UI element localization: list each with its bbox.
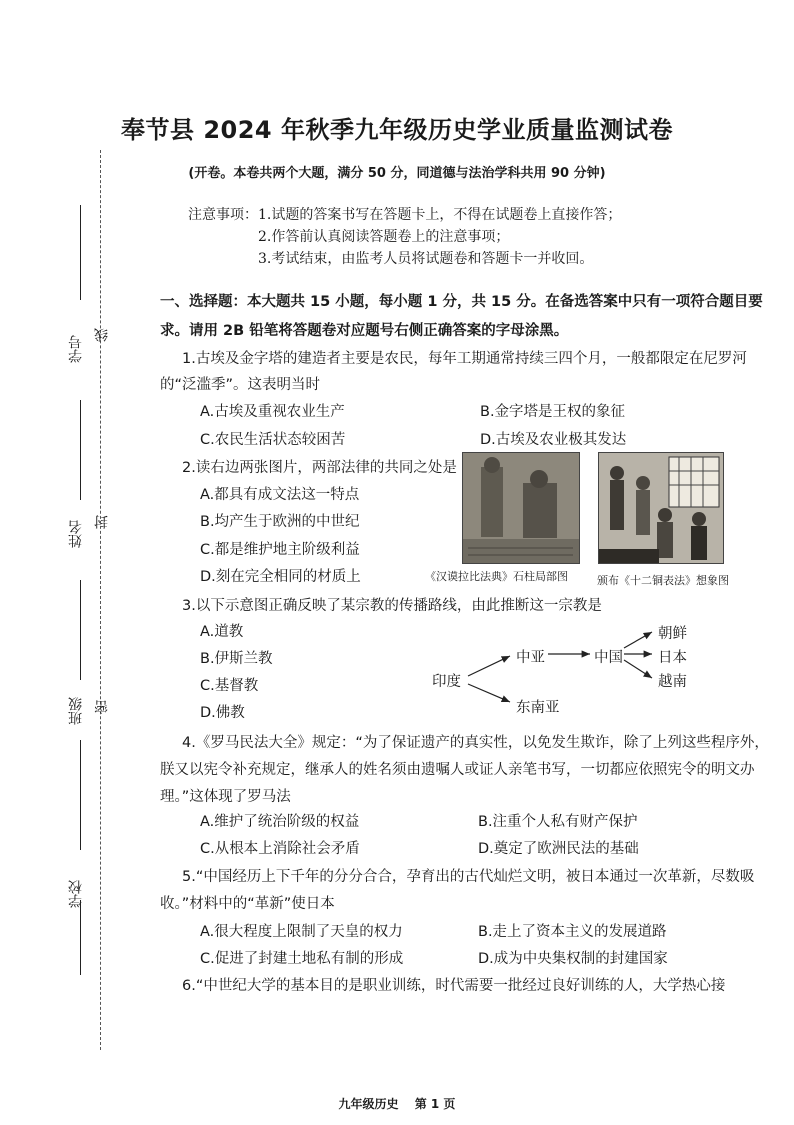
xian-label: 线 (94, 328, 110, 342)
notice-label: 注意事项： (188, 207, 258, 223)
mi-label: 密 (94, 700, 110, 714)
xuexiao-label: 学校 (68, 880, 84, 908)
page-footer: 九年级历史 第 1 页 (338, 1097, 456, 1111)
question-3-stem: 3.以下示意图正确反映了某宗教的传播路线，由此推断这一宗教是 (182, 598, 602, 614)
q3-option-d: D.佛教 (200, 705, 245, 721)
xuexiao-blank (80, 900, 81, 975)
banji-blank-2 (80, 740, 81, 850)
xuehao-label: 学号 (68, 335, 84, 363)
spread-route-diagram (430, 618, 700, 718)
exam-subtitle: (开卷。本卷共两个大题，满分 50 分，同道德与法治学科共用 90 分钟) (188, 166, 606, 181)
twelve-tables-image (598, 452, 724, 564)
q2-option-a: A.都具有成文法这一特点 (200, 487, 360, 503)
q5-option-c: C.促进了封建土地私有制的形成 (200, 951, 404, 967)
q4-option-a: A.维护了统治阶级的权益 (200, 814, 360, 830)
diagram-central-asia: 中亚 (516, 650, 545, 666)
q5-option-d: D.成为中央集权制的封建国家 (478, 951, 668, 967)
q3-option-c: C.基督教 (200, 678, 259, 694)
q4-option-b: B.注重个人私有财产保护 (478, 814, 638, 830)
diagram-vietnam: 越南 (658, 674, 687, 690)
diagram-india: 印度 (432, 674, 461, 690)
feng-label: 封 (94, 515, 110, 529)
q1-option-d: D.古埃及农业极其发达 (480, 432, 627, 448)
diagram-southeast-asia: 东南亚 (516, 700, 560, 716)
diagram-korea: 朝鲜 (658, 626, 687, 642)
binding-dashed-line (100, 150, 101, 1050)
q3-option-a: A.道教 (200, 624, 244, 640)
xingming-blank (80, 400, 81, 500)
question-1-stem: 1.古埃及金字塔的建造者主要是农民，每年工期通常持续三四个月，一般都限定在尼罗河的“泛滥季”。这表明当时 (160, 351, 747, 393)
xingming-label: 姓名 (68, 520, 84, 548)
exam-title: 奉节县 2024 年秋季九年级历史学业质量监测试卷 (120, 116, 673, 144)
banji-blank (80, 580, 81, 680)
diagram-japan: 日本 (658, 650, 687, 666)
question-4-stem: 4.《罗马民法大全》规定：“为了保证遗产的真实性，以免发生欺诈，除了上列这些程序外，朕又以宪令补充规定，继承人的姓名须由遗嘱人或证人亲笔书写，一切都应依照宪令的明文办理。”这体现了罗马法 (160, 735, 769, 805)
q5-option-a: A.很大程度上限制了天皇的权力 (200, 924, 403, 940)
twelve-tables-caption: 颁布《十二铜表法》想象图 (597, 574, 729, 587)
q2-option-d: D.刻在完全相同的材质上 (200, 569, 361, 585)
xuehao-blank (80, 205, 81, 300)
q4-option-c: C.从根本上消除社会矛盾 (200, 841, 360, 857)
question-6-stem: 6.“中世纪大学的基本目的是职业训练，时代需要一批经过良好训练的人，大学热心接 (182, 978, 726, 994)
twelve-tables-illustration (599, 453, 723, 563)
section-1-heading: 一、选择题：本大题共 15 小题，每小题 1 分，共 15 分。在备选答案中只有一项符合题目要求。请用 2B 铅笔将答题卷对应题号右侧正确答案的字母涂黑。 (160, 294, 763, 339)
hammurabi-stele-illustration (463, 453, 579, 563)
q4-option-d: D.奠定了欧洲民法的基础 (478, 841, 639, 857)
q5-option-b: B.走上了资本主义的发展道路 (478, 924, 667, 940)
q1-option-b: B.金字塔是王权的象征 (480, 404, 626, 420)
notice-item-3: 3.考试结束，由监考人员将试题卷和答题卡一并收回。 (258, 251, 594, 267)
hammurabi-caption: 《汉谟拉比法典》石柱局部图 (425, 570, 568, 583)
q2-option-b: B.均产生于欧洲的中世纪 (200, 514, 360, 530)
diagram-china: 中国 (594, 650, 623, 666)
q1-option-a: A.古埃及重视农业生产 (200, 404, 345, 420)
q1-option-c: C.农民生活状态较困苦 (200, 432, 346, 448)
hammurabi-stele-image (462, 452, 580, 564)
question-2-stem: 2.读右边两张图片，两部法律的共同之处是 (182, 460, 457, 476)
notice-item-1: 注意事项：1.试题的答案书写在答题卡上，不得在试题卷上直接作答； (188, 207, 622, 223)
q2-option-c: C.都是维护地主阶级利益 (200, 542, 360, 558)
question-5-stem: 5.“中国经历上下千年的分分合合，孕育出的古代灿烂文明，被日本通过一次革新，尽数吸收。”材料中的“革新”使日本 (160, 869, 755, 912)
banji-label: 班级 (68, 697, 84, 725)
notice-item-2: 2.作答前认真阅读答题卷上的注意事项； (258, 229, 510, 245)
q3-option-b: B.伊斯兰教 (200, 651, 273, 667)
